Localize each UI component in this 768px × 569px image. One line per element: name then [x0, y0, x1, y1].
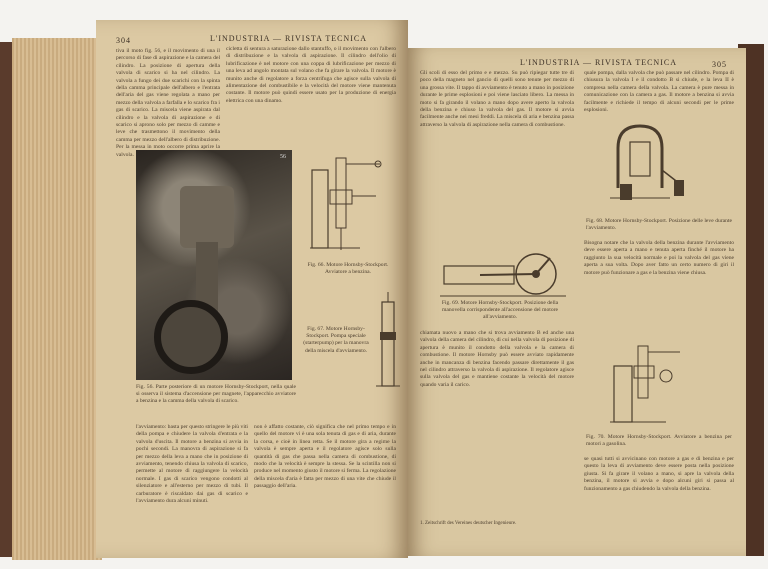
left-col1-bottom: l'avviamento: basta per questo stringere le più viti della pompa e chiudere la valvola d'entrata e la valvola d'uscita. Il motore a benzina si avvia in pochi secondi. La manovra di aspirazione si fa per mezzo della leva a mano che in posizione di avviamento, tenendo chiusa la valvola di scarico, permette al motore di raggiungere la velocità normale. I gas di scarico vengono condotti al silenziatore e all'esterno per mezzo di tubi. Il carburatore è riscaldato dai gas di scarico e l'avviamento dura alcuni minuti.: [136, 424, 248, 505]
fig69-caption: Fig. 69. Motore Hornsby-Stockport. Posizione della manovella corrispondente all'accensione del motore all'avviamento.: [441, 300, 559, 321]
right-col1-top: Gli scoli di esso del primo e e mezzo. Su può ripiegar tutte tre di poco della magneto nel gancio di quelli sono tenute per mezzo di una grossa vite. Il tappo di avviamento è tenuto a mano in posizione durante le prime esplosioni e poi viene lasciato libero. La messa in moto si fa girando il volano a mano dopo avere aperto la valvola della benzina e chiuso la valvola del gas. Il motore si avvia facilmente anche nei mesi freddi. La miscela di aria e benzina passa attraverso la valvola di aspirazione nella camera di combustione.: [420, 70, 574, 128]
fig68-drawing: [600, 118, 690, 214]
right-col2-mid: Bisogna notare che la valvola della benzina durante l'avviamento deve essere aperta a mano e tenuta aperta finché il motore ha raggiunto la sua velocità normale e poi la valvola del gas viene aperta a sua volta. Dopo aver fatto un certo numero di giri il motore può funzionare a gas e la benzina viene chiusa.: [584, 240, 734, 276]
engine-photo: [136, 150, 292, 380]
fig70-caption: Fig. 70. Motore Hornsby-Stockport. Avviatore a benzina per motori a gasolina.: [586, 434, 732, 448]
fig68-caption: Fig. 68. Motore Hornsby-Stockport. Posizione delle leve durante l'avviamento.: [586, 218, 732, 232]
right-footnote: 1. Zeitschrift des Vereines deutscher Ingenieure.: [420, 521, 517, 526]
photo-number: 56: [280, 154, 286, 160]
right-col1-bottom: chiamata nuovo a mano che si trova avviamento B ed anche una valvola della camera del cilindro, di cui nella valvola di posizione di apertura è munito il condotto della valvola e la camera di combustione. Il motore Hornsby può essere avviato rapidamente anche in mancanza di benzina facendo passare direttamente il gas nel cilindro attraverso la valvola di aspirazione. Il regolatore agisce sulla valvola del gas e mantiene costante la velocità del motore quando varia il carico.: [420, 330, 574, 388]
page-edges: [12, 38, 102, 560]
right-page-number: 305: [712, 60, 727, 69]
left-col2-top: cicletta di sentura a saturazione dallo stantuffo, o il movimento con l'albero di distribuzione e la valvola di aspirazione. Il cilindro dell'olio di lubrificazione è nel motore con una coppa di lubrificazione per mezzo di una leva ad angolo montata sul volano che fa girare la valvola. Il motore è munito anche di regolatore a forza centrifuga che agisce sulla valvola di alimentazione del combustibile e la velocità del motore viene mantenuta costante. Il motore può quindi essere usato per la produzione di energia elettrica con una dinamo.: [226, 46, 396, 104]
fig69-drawing: [440, 244, 570, 304]
fig67-caption: Fig. 67. Motore Hornsby-Stockport. Pompa speciale (starterpump) per la manovra della miscela d'avviamento.: [303, 326, 369, 354]
left-page-number: 304: [116, 36, 131, 45]
left-col1-top: tiva il moto fig. 56, e il movimento di una il percorso di fase di aspirazione e la camera del cilindro. La posizione di apertura della valvola di scarico si ha nel cilindro. La valvola a fungo dei due scarichi con la spinta della camma principale dell'albero e l'entrata dell'aria del gas viene regolata a mano per mezzo della valvola a farfalla e lo scarico fra i gas di scarico. La miscela viene aspirata dal cilindro e la valvola di aspirazione e di scarico si aprono solo per mezzo di camme e leve che trasmettono il movimento della camma per mezzo dell'albero di distribuzione. Per la messa in moto occorre prima aprire la valvola.: [116, 48, 220, 158]
engine-flywheel: [154, 300, 228, 374]
left-running-head: L'INDUSTRIA — RIVISTA TECNICA: [210, 34, 367, 43]
fig67-drawing: [374, 292, 402, 392]
right-col2-bottom: se quasi tutti si avvicinano con motore a gas e di benzina e per questo la leva di avviamento deve essere posta nella posizione giusta. Si fa girare il volano a mano, si apre la valvola della benzina, il motore si avvia e dopo alcuni giri si passa al funzionamento a gas chiudendo la valvola della benzina.: [584, 456, 734, 492]
right-running-head: L'INDUSTRIA — RIVISTA TECNICA: [520, 58, 677, 67]
right-col2-top: quale pompa, dalla valvola che può passare nel cilindro. Pompa di chiusura la valvola I e il condotto B si chiude, e la leva II è compresa nella camera della valvola. La camera è pure messa in comunicazione con la camera a gas. Il motore a benzina si avvia facilmente e richiede il tempo di alcuni secondi per le prime esplosioni.: [584, 70, 734, 114]
engine-cylinder: [180, 186, 234, 248]
photo-caption: Fig. 56. Parte posteriore di un motore Hornsby-Stockport, nella quale si osserva il sistema d'accensione per magnete, l'apparecchio avviatore a benzina e la camma della valvola di scarico.: [136, 384, 296, 405]
fig66-caption: Fig. 66. Motore Hornsby-Stockport. Avviatore a benzina.: [307, 262, 389, 276]
left-col2-bottom: non è affatto costante, ciò significa che nel primo tempo e in quello del motore vi è una sola tenuta di gas e di aria, durante la corsa, e cioè in linea retta. Se il motore gira a regime la valvola è sempre aperta e il regolatore agisce solo sulla quantità di gas che passa nella camera di combustione, di modo che la velocità è sempre la stessa. Se la scintilla non si produce nel momento giusto il motore si ferma. La regolazione della miscela d'aria è fatta per mezzo di una vite che chiude il passaggio dell'aria.: [254, 424, 396, 490]
fig66-drawing: [300, 150, 390, 260]
fig70-drawing: [606, 336, 690, 426]
